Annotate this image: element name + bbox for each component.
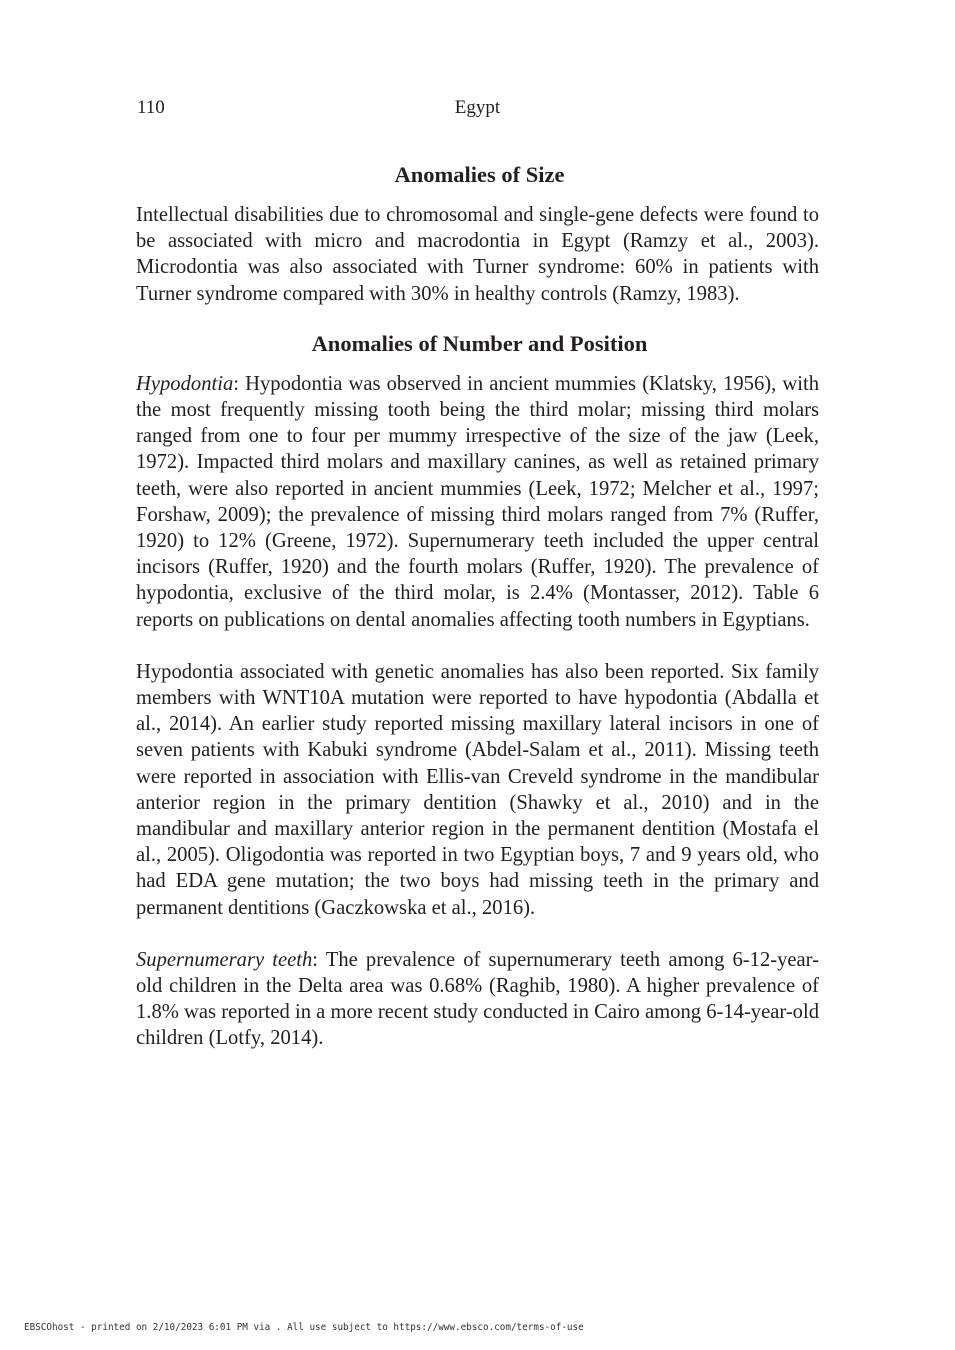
paragraph-hypodontia bbox=[136, 371, 819, 633]
paragraph-text: Intellectual disabilities due to chromosomal and single-gene defects were found to be associated with micro and macrodontia in Egypt (Ramzy et al., 2003). Microdontia was also associated with Turner syndrome: 60% in patients with Turner syndrome compared with 30% in healthy controls (Ramzy, 1983). bbox=[136, 204, 819, 305]
paragraph-size-intro bbox=[136, 202, 819, 307]
paragraph-text: : The prevalence of supernumerary teeth among 6-12-year-old children in the Delta area was 0.68% (Raghib, 1980). A higher prevalence of 1.8% was reported in a more recent study conducted in Cairo among 6-14-year-old children (Lotfy, 2014). bbox=[136, 948, 819, 1050]
paragraph-label: Supernumerary teeth bbox=[136, 948, 313, 971]
section-anomalies-of-number-and-position bbox=[136, 329, 819, 1052]
section-heading: Anomalies of Number and Position bbox=[311, 330, 648, 356]
section-anomalies-of-size bbox=[136, 160, 819, 307]
paragraph-genetic-anomalies bbox=[136, 659, 819, 921]
section-heading: Anomalies of Size bbox=[394, 162, 565, 187]
running-title: Egypt bbox=[454, 97, 501, 118]
paragraph-supernumerary-teeth bbox=[136, 947, 819, 1052]
page-body bbox=[136, 160, 819, 1052]
paragraph-label: Hypodontia bbox=[136, 372, 234, 395]
print-footer: EBSCOhost - printed on 2/10/2023 6:01 PM via . All use subject to https://www.ebsco.com/terms-of-use bbox=[24, 1322, 584, 1333]
paragraph-text: Hypodontia associated with genetic anomalies has also been reported. Six family members with WNT10A mutation were reported to have hypodontia (Abdalla et al., 2014). An earlier study reported missing maxillary lateral incisors in one of seven patients with Kabuki syndrome (Abdel-Salam et al., 2011). Missing teeth were reported in association with Ellis-van Creveld syndrome in the mandibular anterior region in the primary dentition (Shawky et al., 2010) and in the mandibular and maxillary anterior region in the permanent dentition (Mostafa el al., 2005). Oligodontia was reported in two Egyptian boys, 7 and 9 years old, who had EDA gene mutation; the two boys had missing teeth in the primary and permanent dentitions (Gaczkowska et al., 2016). bbox=[136, 660, 819, 919]
paragraph-text: : Hypodontia was observed in ancient mummies (Klatsky, 1956), with the most frequently missing tooth being the third molar; missing third molars ranged from one to four per mummy irrespective of the size of the jaw (Leek, 1972). Impacted third molars and maxillary canines, as well as retained primary teeth, were also reported in ancient mummies (Leek, 1972; Melcher et al., 1997; Forshaw, 2009); the prevalence of missing third molars ranged from 7% (Ruffer, 1920) to 12% (Greene, 1972). Supernumerary teeth included the upper central incisors (Ruffer, 1920) and the fourth molars (Ruffer, 1920). The prevalence of hypodontia, exclusive of the third molar, is 2.4% (Montasser, 2012). Table 6 reports on publications on dental anomalies affecting tooth numbers in Egyptians. bbox=[136, 372, 819, 631]
page-number: 110 bbox=[137, 97, 165, 118]
